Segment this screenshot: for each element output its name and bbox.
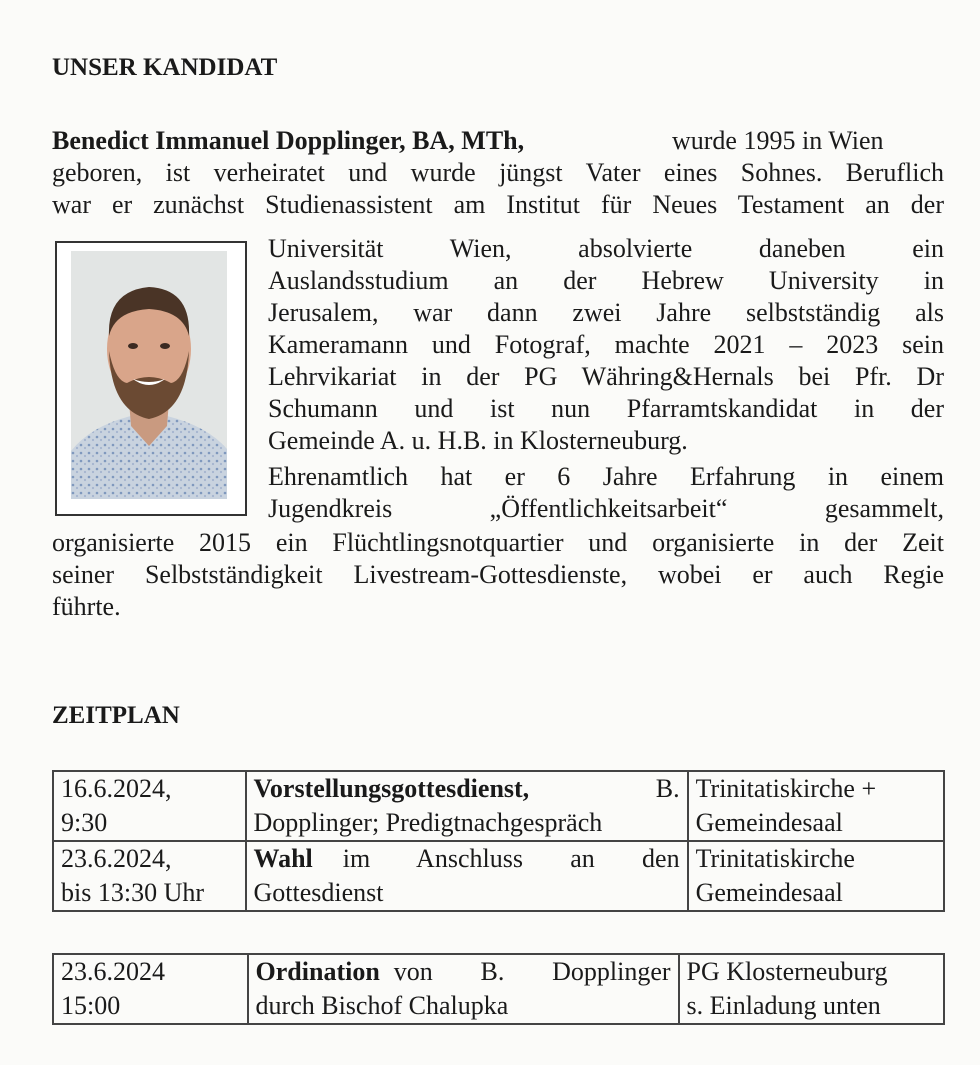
table-row (53, 954, 944, 1024)
paragraph-line: war er zunächst Studienassistent am Institut für Neues Testament an der (52, 190, 944, 219)
paragraph-line: Gemeinde A. u. H.B. in Klosterneuburg. (268, 426, 688, 455)
heading-schedule: ZEITPLAN (52, 702, 180, 729)
portrait-photo (71, 251, 227, 499)
time-text: 9:30 (61, 808, 108, 837)
table-row (53, 841, 944, 911)
paragraph-line: Jerusalem, war dann zwei Jahre selbstständig als (268, 298, 944, 327)
date-text: 16.6.2024, (61, 774, 172, 803)
place-text: Gemeindesaal (695, 878, 843, 907)
place-text: s. Einladung unten (686, 991, 881, 1020)
paragraph-line: Kameramann und Fotograf, machte 2021 – 2023 sein (268, 330, 944, 359)
paragraph-line: führte. (52, 592, 121, 621)
event-text: im Anschluss an den (342, 844, 680, 873)
portrait-photo-frame (55, 241, 247, 516)
schedule-table (52, 770, 945, 912)
date-text: 23.6.2024 (61, 957, 165, 986)
date-cell (53, 771, 246, 841)
event-line (256, 955, 671, 989)
event-line (254, 842, 680, 876)
table-row (53, 771, 944, 841)
event-title: Vorstellungsgottesdienst, (253, 774, 530, 803)
place-text: PG Klosterneuburg (686, 957, 888, 986)
ordination-table (52, 953, 945, 1025)
event-title: Wahl (253, 844, 313, 873)
text-span (672, 125, 944, 157)
text-segment: wurde 1995 in Wien (672, 126, 884, 155)
place-text: Trinitatiskirche + (695, 774, 877, 803)
place-text: Gemeindesaal (695, 808, 843, 837)
place-text: Trinitatiskirche (695, 844, 855, 873)
paragraph-line: geboren, ist verheiratet und wurde jüngst Vater eines Sohnes. Beruflich (52, 158, 944, 187)
time-text: 15:00 (61, 991, 121, 1020)
place-cell (688, 771, 944, 841)
paragraph-line: seiner Selbstständigkeit Livestream-Gottesdienste, wobei er auch Regie (52, 560, 944, 589)
paragraph-line: Ehrenamtlich hat er 6 Jahre Erfahrung in einem (268, 462, 944, 491)
event-line (254, 772, 680, 806)
paragraph-line: Universität Wien, absolvierte daneben ein (268, 234, 944, 263)
time-text: bis 13:30 Uhr (61, 878, 204, 907)
paragraph-line: Auslandsstudium an der Hebrew University in (268, 266, 944, 295)
place-cell (679, 954, 944, 1024)
paragraph-line: organisierte 2015 ein Flüchtlingsnotquartier und organisierte in der Zeit (52, 528, 944, 557)
portrait-illustration (71, 251, 227, 499)
event-cell (248, 954, 679, 1024)
heading-candidate: UNSER KANDIDAT (52, 54, 278, 81)
event-text: B. (655, 774, 680, 803)
event-title: Ordination (255, 957, 380, 986)
paragraph-line: Schumann und ist nun Pfarramtskandidat in der (268, 394, 944, 423)
date-cell (53, 954, 248, 1024)
paragraph-line (52, 125, 944, 157)
date-cell (53, 841, 246, 911)
date-text: 23.6.2024, (61, 844, 172, 873)
paragraph-line: Jugendkreis „Öffentlichkeitsarbeit“ gesammelt, (268, 494, 944, 523)
event-cell (246, 841, 688, 911)
candidate-name: Benedict Immanuel Dopplinger, BA, MTh, (52, 126, 525, 155)
event-text: von B. Dopplinger (393, 957, 671, 986)
place-cell (688, 841, 944, 911)
event-cell (246, 771, 688, 841)
event-text: Gottesdienst (253, 878, 384, 907)
event-text: Dopplinger; Predigtnachgespräch (253, 808, 603, 837)
paragraph-line: Lehrvikariat in der PG Währing&Hernals bei Pfr. Dr (268, 362, 944, 391)
event-text: durch Bischof Chalupka (255, 991, 509, 1020)
